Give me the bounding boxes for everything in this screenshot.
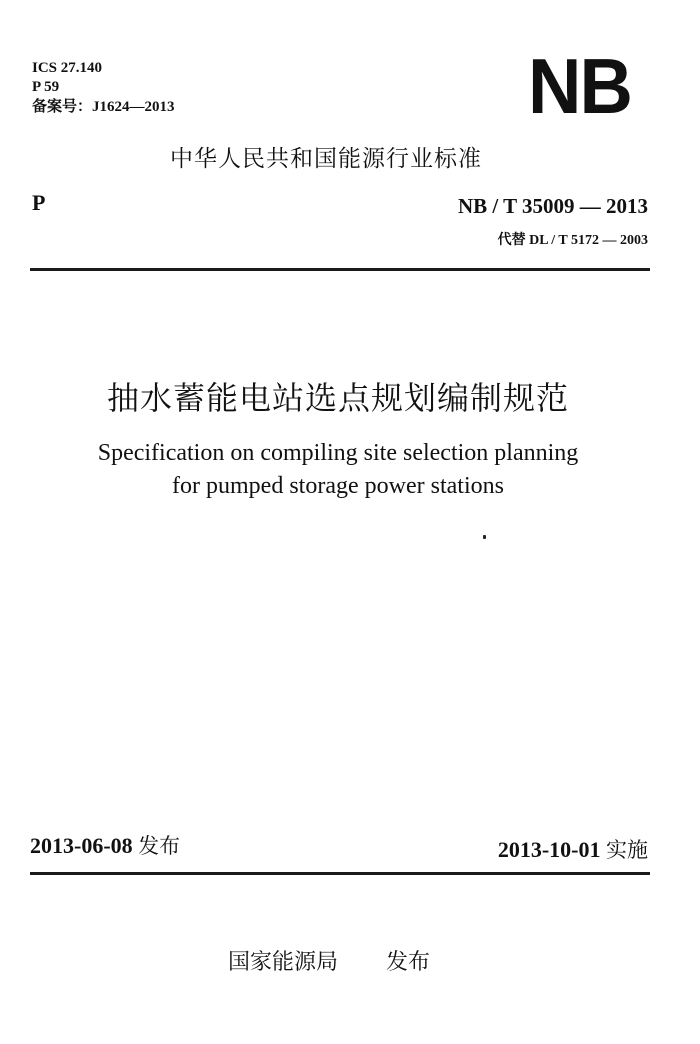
ics-code: ICS 27.140: [32, 60, 103, 76]
scan-speck: [483, 535, 486, 539]
title-english-line1: Specification on compiling site selection planning: [97, 440, 579, 466]
implement-date: 2013-10-01: [497, 837, 601, 862]
standard-number: NB / T 35009 — 2013: [457, 194, 648, 218]
classification-letter: P: [32, 190, 46, 215]
issue-date-block: [30, 830, 180, 860]
p-code: P 59: [32, 79, 60, 95]
replaces-standard: 代替 DL / T 5172 — 2003: [497, 233, 648, 248]
issue-date: 2013-06-08: [30, 833, 133, 858]
footer-divider: [30, 872, 650, 875]
issue-label: 发布: [138, 834, 181, 858]
title-chinese: 抽水蓄能电站选点规划编制规范: [106, 379, 569, 417]
implement-label: 实施: [606, 838, 648, 862]
nb-logo: NB: [528, 42, 631, 130]
publisher-action: 发布: [386, 950, 431, 975]
publisher-name: 国家能源局: [228, 950, 339, 975]
implement-date-block: [498, 834, 648, 864]
title-english-line2: for pumped storage power stations: [172, 473, 504, 499]
industry-standard-heading: 中华人民共和国能源行业标准: [170, 146, 482, 172]
publisher-block: [228, 945, 430, 976]
filing-number: 备案号：J1624—2013: [32, 99, 175, 115]
header-divider: [30, 268, 650, 271]
